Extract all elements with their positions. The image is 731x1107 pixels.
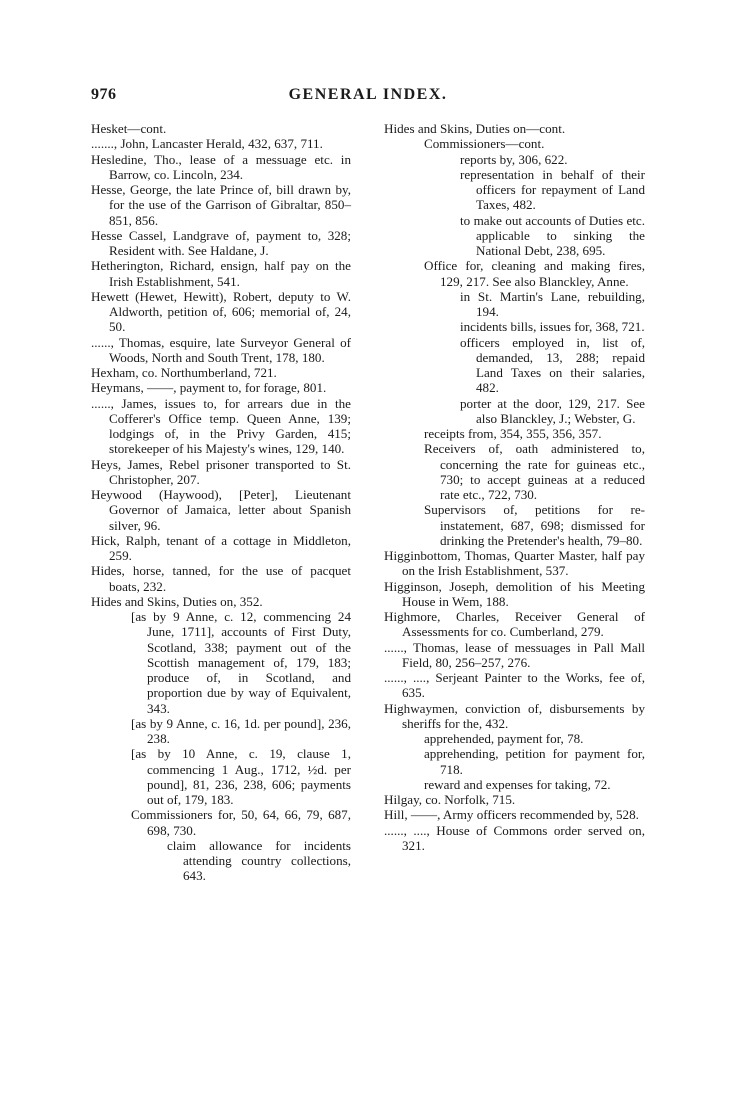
index-entry: officers employed in, list of, demanded, 13, 288; repaid Land Taxes on their salaries, 482.: [460, 334, 645, 396]
index-entry: Highmore, Charles, Receiver General of Assessments for co. Cumberland, 279.: [384, 609, 645, 640]
index-entry: Receivers of, oath administered to, concerning the rate for guineas etc., 730; to accept guineas at a reduced rate etc., 722, 730.: [424, 441, 645, 502]
index-entry: claim allowance for incidents attending country collections, 643.: [167, 837, 351, 884]
index-entry: Hesket—cont.: [91, 121, 167, 136]
index-entry: ......, James, issues to, for arrears due in the Cofferer's Office temp. Queen Anne, 139; lodgings of, in the Privy Garden, 415; storekeeper of his Majesty's wines, 129, 140.: [91, 395, 351, 457]
index-entry: to make out accounts of Duties etc. applicable to sinking the National Debt, 238, 695.: [460, 212, 645, 258]
index-entry: ......, ...., House of Commons order served on, 321.: [384, 822, 645, 853]
index-entry: Higginbottom, Thomas, Quarter Master, half pay on the Irish Establishment, 537.: [384, 548, 645, 579]
index-entry: ......, Thomas, lease of messuages in Pall Mall Field, 80, 256–257, 276.: [384, 639, 645, 670]
index-entry: representation in behalf of their officers for repayment of Land Taxes, 482.: [460, 166, 645, 213]
index-entry: in St. Martin's Lane, rebuilding, 194.: [460, 288, 645, 319]
page-number: 976: [91, 86, 117, 103]
index-entry: Higginson, Joseph, demolition of his Meeting House in Wem, 188.: [384, 578, 645, 609]
index-entry: [as by 9 Anne, c. 16, 1d. per pound], 236, 238.: [131, 715, 351, 746]
index-entry: porter at the door, 129, 217. See also Blanckley, J.; Webster, G.: [460, 395, 645, 426]
index-entry: Hewett (Hewet, Hewitt), Robert, deputy to W. Aldworth, petition of, 606; memorial of, 24, 50.: [91, 288, 351, 335]
index-entry: Hesledine, Tho., lease of a messuage etc. in Barrow, co. Lincoln, 234.: [91, 151, 351, 182]
index-entry: incidents bills, issues for, 368, 721.: [460, 319, 645, 335]
index-entry: Hesse, George, the late Prince of, bill drawn by, for the use of the Garrison of Gibraltar, 850–851, 856.: [91, 182, 351, 228]
page-header: [91, 86, 645, 108]
index-entry: Hick, Ralph, tenant of a cottage in Middleton, 259.: [91, 532, 351, 563]
index-entry: Hesse Cassel, Landgrave of, payment to, 328; Resident with. See Haldane, J.: [91, 227, 351, 258]
index-entry: apprehending, petition for payment for, 718.: [424, 746, 645, 777]
index-entry: receipts from, 354, 355, 356, 357.: [424, 426, 602, 441]
index-entry: Hides and Skins, Duties on—cont.: [384, 121, 566, 136]
index-entry: ......., John, Lancaster Herald, 432, 637, 711.: [91, 136, 323, 152]
index-entry: Heymans, ——, payment to, for forage, 801.: [91, 380, 327, 396]
index-entry: Heys, James, Rebel prisoner transported to St. Christopher, 207.: [91, 456, 351, 487]
running-title: GENERAL INDEX.: [288, 86, 448, 103]
index-entry: Hides, horse, tanned, for the use of pacquet boats, 232.: [91, 563, 351, 594]
index-entry: Commissioners—cont.: [424, 136, 545, 152]
index-entry: ......, ...., Serjeant Painter to the Works, fee of, 635.: [384, 670, 645, 701]
index-entry: Hexham, co. Northumberland, 721.: [91, 365, 277, 380]
index-entry: Supervisors of, petitions for re-instatement, 687, 698; dismissed for drinking the Pretender's health, 79–80.: [424, 502, 645, 548]
index-entry: reports by, 306, 622.: [460, 151, 568, 167]
index-entry: [as by 10 Anne, c. 19, clause 1, commencing 1 Aug., 1712, ½d. per pound], 81, 236, 238, 606; payments out of, 179, 183.: [131, 746, 351, 807]
index-entry: Office for, cleaning and making fires, 129, 217. See also Blanckley, Anne.: [424, 258, 645, 289]
index-entry: Hides and Skins, Duties on, 352.: [91, 593, 263, 609]
index-entry: Hill, ——, Army officers recommended by, 528.: [384, 807, 639, 823]
index-entry: Heywood (Haywood), [Peter], Lieutenant Governor of Jamaica, letter about Spanish silver, 96.: [91, 487, 351, 533]
index-entry: Highwaymen, conviction of, disbursements by sheriffs for the, 432.: [384, 700, 645, 731]
index-entry: ......, Thomas, esquire, late Surveyor General of Woods, North and South Trent, 178, 180.: [91, 334, 351, 365]
index-entry: Commissioners for, 50, 64, 66, 79, 687, 698, 730.: [131, 807, 351, 838]
index-entry: reward and expenses for taking, 72.: [424, 776, 611, 792]
index-entry: apprehended, payment for, 78.: [424, 731, 584, 746]
index-entry: [as by 9 Anne, c. 12, commencing 24 June, 1711], accounts of First Duty, Scotland, 338; payment out of the Scottish management of, 179, 183; produce of, in Scotland, and proportion due by way of Equivalent, 343.: [131, 609, 351, 716]
index-entry: Hetherington, Richard, ensign, half pay on the Irish Establishment, 541.: [91, 258, 351, 289]
index-column-left: [91, 121, 351, 884]
index-entry: Hilgay, co. Norfolk, 715.: [384, 792, 516, 807]
index-column-right: [384, 121, 645, 853]
